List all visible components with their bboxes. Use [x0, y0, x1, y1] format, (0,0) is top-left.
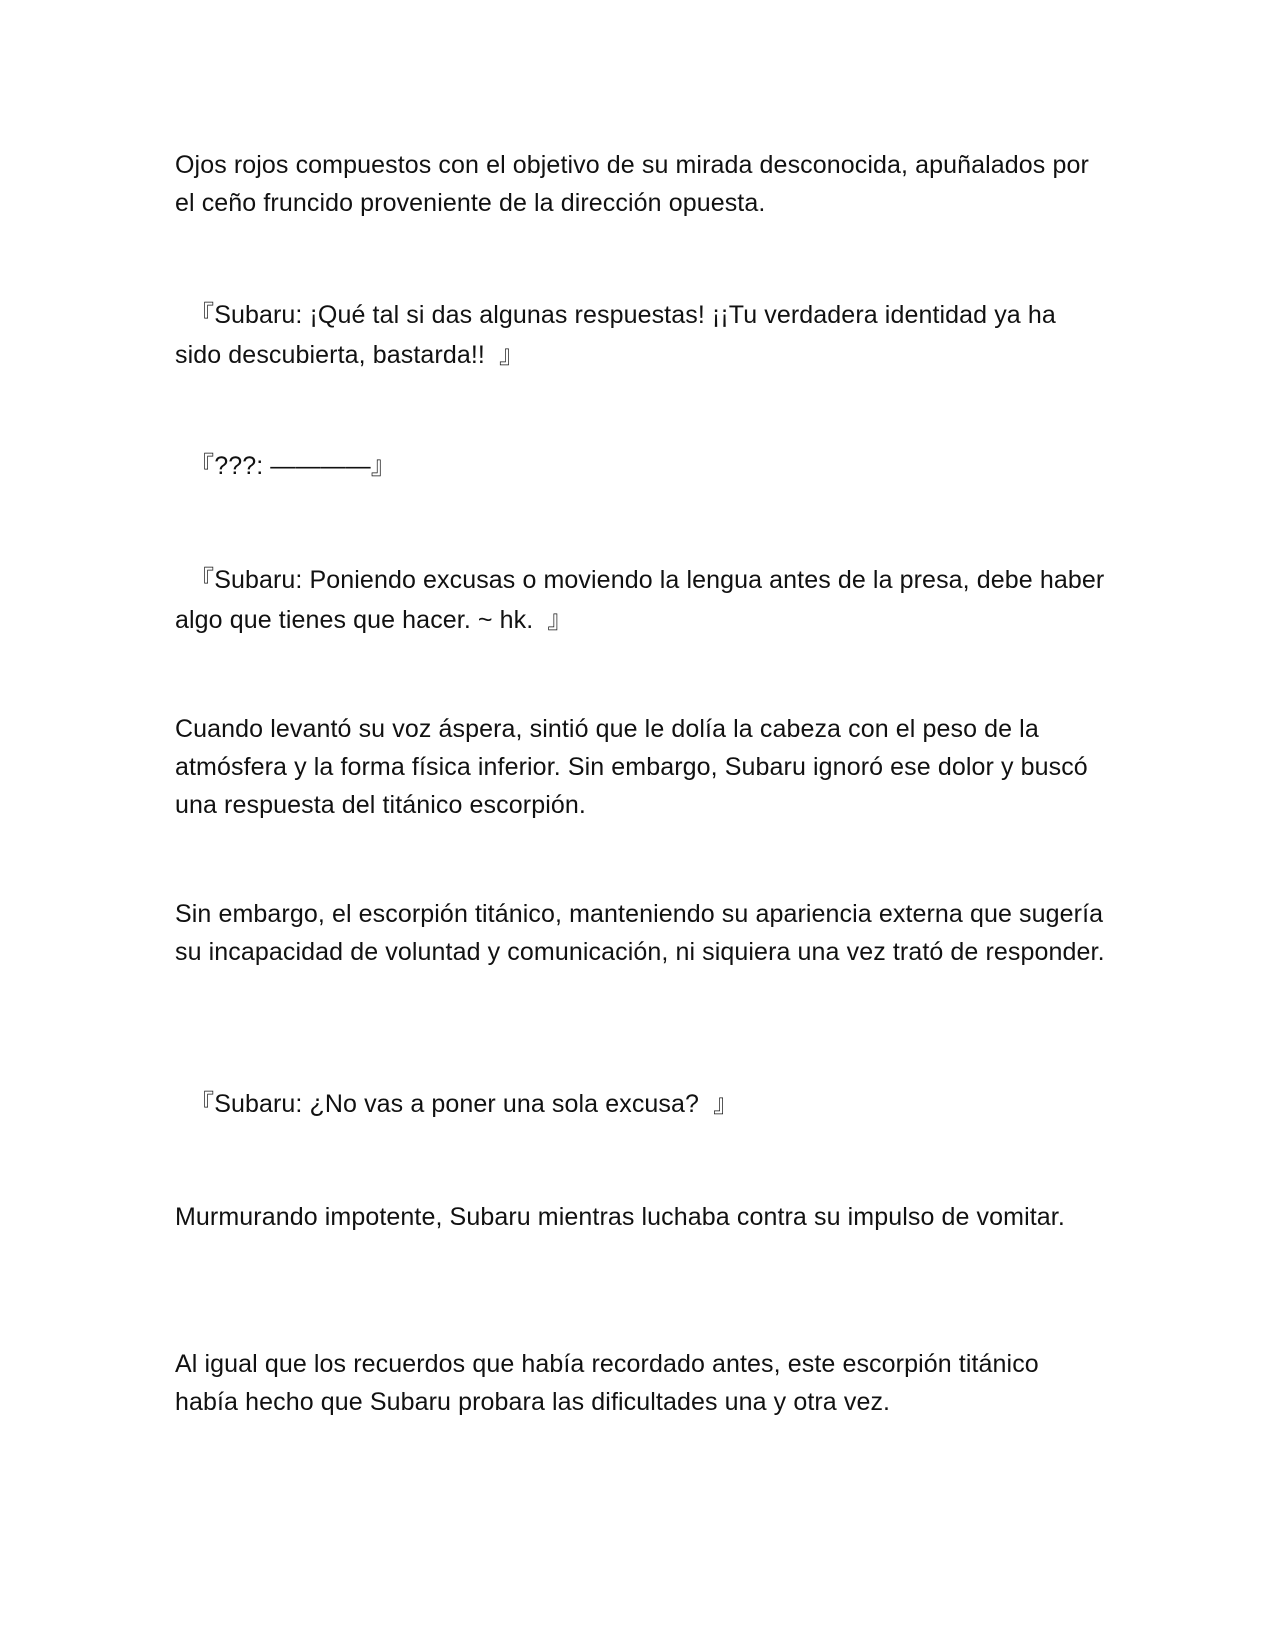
- narration-paragraph: Al igual que los recuerdos que había recordado antes, este escorpión titánico había hecho que Subaru probara las dificultades una y otra vez.: [175, 1350, 1039, 1416]
- dialogue-line-unknown: 『???: ————』: [175, 452, 396, 480]
- dialogue-line-subaru: 『Subaru: Poniendo excusas o moviendo la lengua antes de la presa, debe haber algo que tienes que hacer. ~ hk. 』: [175, 566, 1105, 634]
- narration-paragraph: Cuando levantó su voz áspera, sintió que le dolía la cabeza con el peso de la atmósfera y la forma física inferior. Sin embargo, Subaru ignoró ese dolor y buscó una respuesta del titánico escorpión.: [175, 715, 1088, 819]
- narration-paragraph: Murmurando impotente, Subaru mientras luchaba contra su impulso de vomitar.: [175, 1203, 1065, 1231]
- narration-paragraph: Sin embargo, el escorpión titánico, manteniendo su apariencia externa que sugería su incapacidad de voluntad y comunicación, ni siquiera una vez trató de responder.: [175, 900, 1105, 966]
- dialogue-line-subaru: 『Subaru: ¿No vas a poner una sola excusa? 』: [175, 1090, 739, 1118]
- dialogue-line-subaru: 『Subaru: ¡Qué tal si das algunas respuestas! ¡¡Tu verdadera identidad ya ha sido descubierta, bastarda!! 』: [175, 301, 1056, 369]
- narration-paragraph: Ojos rojos compuestos con el objetivo de su mirada desconocida, apuñalados por el ceño fruncido proveniente de la dirección opuesta.: [175, 151, 1089, 217]
